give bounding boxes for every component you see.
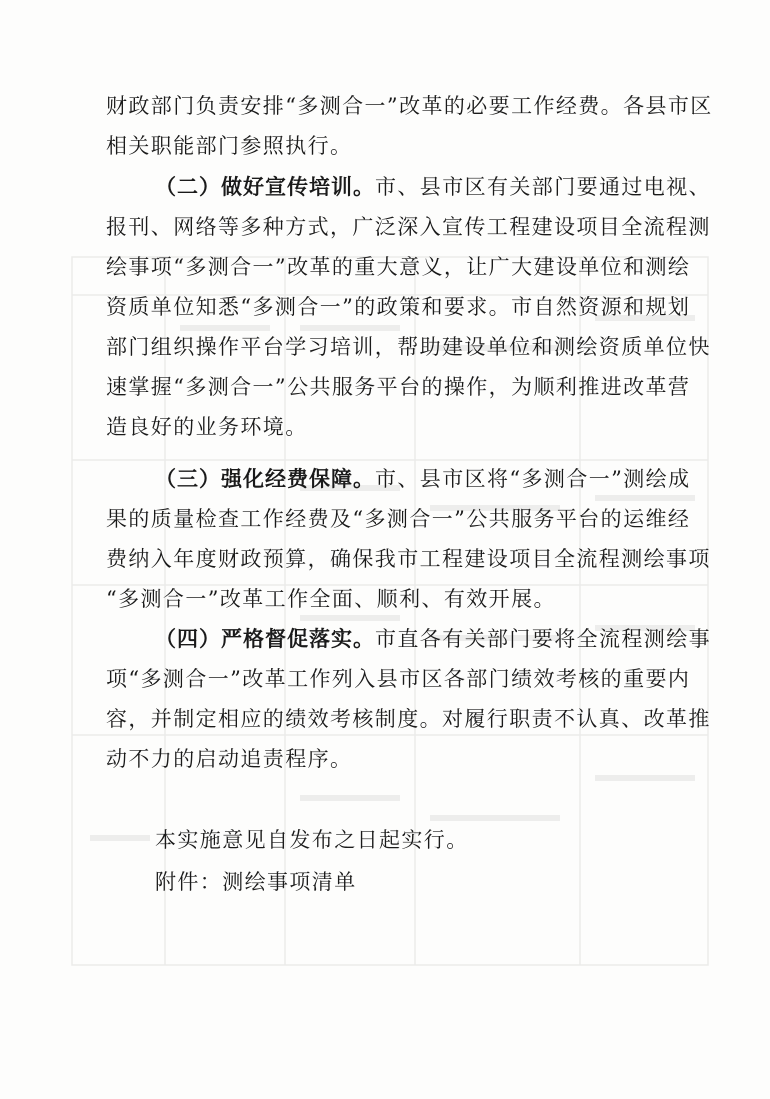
- paragraph-line: 资质单位知悉“多测合一”的政策和要求。市自然资源和规划: [106, 295, 691, 319]
- paragraph-line: 造良好的业务环境。: [106, 415, 308, 439]
- paragraph-line: 项“多测合一”改革工作列入县市区各部门绩效考核的重要内: [106, 667, 691, 691]
- section-heading-publicity: （二）做好宣传培训。: [155, 175, 375, 199]
- paragraph-line: 费纳入年度财政预算，确保我市工程建设项目全流程测绘事项: [106, 547, 711, 571]
- paragraph-line: 果的质量检查工作经费及“多测合一”公共服务平台的运维经: [106, 507, 691, 531]
- paragraph-line: 相关职能部门参照执行。: [106, 134, 353, 158]
- paragraph-text: 市、县市区有关部门要通过电视、: [375, 175, 711, 199]
- section-2-line: [155, 174, 711, 200]
- paragraph-text: 市直各有关部门要将全流程测绘事: [375, 627, 711, 651]
- paragraph-line: “多测合一”改革工作全面、顺利、有效开展。: [106, 587, 556, 611]
- section-3-line: [155, 466, 690, 492]
- paragraph-line: 报刊、网络等多种方式，广泛深入宣传工程建设项目全流程测: [106, 215, 711, 239]
- section-heading-funding: （三）强化经费保障。: [155, 467, 375, 491]
- paragraph-line: 财政部门负责安排“多测合一”改革的必要工作经费。各县市区: [106, 94, 713, 118]
- paragraph-line: 绘事项“多测合一”改革的重大意义，让广大建设单位和测绘: [106, 255, 691, 279]
- paragraph-line: 动不力的启动追责程序。: [106, 747, 353, 771]
- section-heading-supervision: （四）严格督促落实。: [155, 627, 375, 651]
- attachment-note: 附件：测绘事项清单: [155, 870, 357, 894]
- section-4-line: [155, 626, 711, 652]
- paragraph-line: 部门组织操作平台学习培训，帮助建设单位和测绘资质单位快: [106, 335, 711, 359]
- paragraph-line: 速掌握“多测合一”公共服务平台的操作，为顺利推进改革营: [106, 375, 691, 399]
- paragraph-line: 容，并制定相应的绩效考核制度。对履行职责不认真、改革推: [106, 707, 711, 731]
- paragraph-text: 市、县市区将“多测合一”测绘成: [375, 467, 691, 491]
- effective-date-statement: 本实施意见自发布之日起实行。: [155, 828, 469, 852]
